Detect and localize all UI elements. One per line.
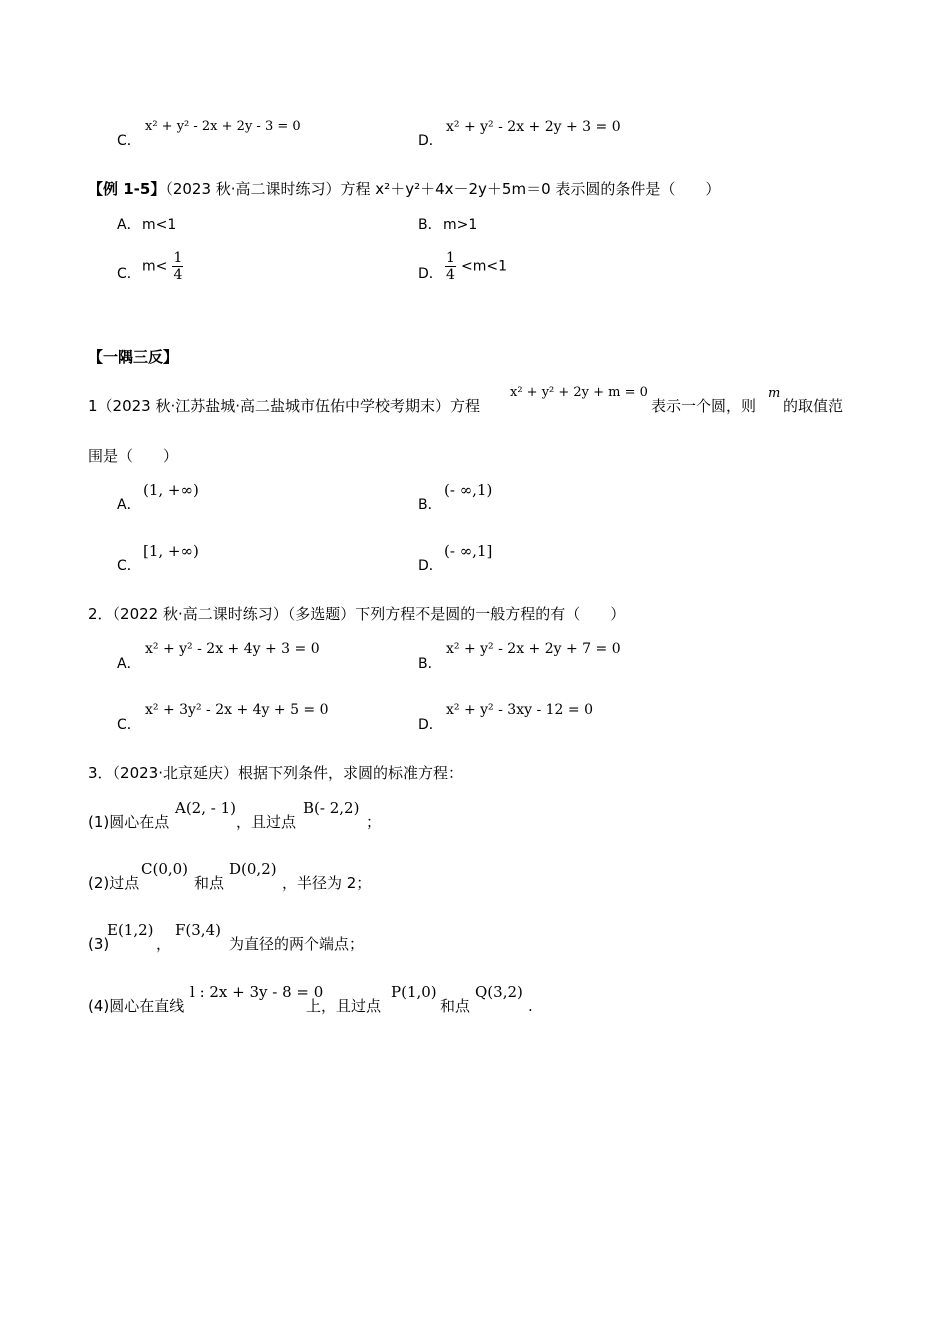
q3-p2-end: ，半径为 2； xyxy=(282,874,372,892)
q3-p3-end: 为直径的两个端点； xyxy=(229,935,365,953)
option-c-prefix: m< xyxy=(142,258,168,275)
option-label: D． xyxy=(418,133,443,149)
option-label: A． xyxy=(117,217,141,233)
q3-point-b: B(- 2,2) xyxy=(303,799,360,817)
option-label: C． xyxy=(117,266,141,282)
q1-mid: 表示一个圆，则 xyxy=(651,397,757,415)
math-expression: x² + y² - 2x + 2y - 3 = 0 xyxy=(145,119,301,134)
option-label: B． xyxy=(418,656,442,672)
example-text: （2023 秋·高二课时练习）方程 x²＋y²＋4x－2y＋5m＝0 表示圆的条件是（ ） xyxy=(165,180,721,198)
q3-p4-mid: 上，且过点 xyxy=(306,997,382,1015)
q3-p1-end: ； xyxy=(366,813,382,831)
q1-equation: x² + y² + 2y + m = 0 xyxy=(510,385,648,400)
q3-p4-prefix: (4)圆心在直线 xyxy=(88,997,185,1015)
q3-point-c: C(0,0) xyxy=(141,860,189,878)
option-c-content xyxy=(142,250,183,283)
q3-point-e: E(1,2) xyxy=(107,921,154,939)
q3-p1-prefix: (1)圆心在点 xyxy=(88,813,170,831)
option-label: A． xyxy=(117,497,141,513)
q3-p1-mid: ，且过点 xyxy=(236,813,297,831)
q2-option-a: x² + y² - 2x + 4y + 3 = 0 xyxy=(145,641,320,657)
option-label: D． xyxy=(418,717,443,733)
option-label: C． xyxy=(117,717,141,733)
q3-line-l: l : 2x + 3y - 8 = 0 xyxy=(190,983,324,1001)
fraction-denominator: 4 xyxy=(173,267,183,283)
q2-option-c: x² + 3y² - 2x + 4y + 5 = 0 xyxy=(145,702,329,718)
q3-point-q: Q(3,2) xyxy=(475,983,523,1001)
q3-p2-mid: 和点 xyxy=(194,874,225,892)
option-label: B． xyxy=(418,497,442,513)
option-label: D． xyxy=(418,266,443,282)
q3-point-f: F(3,4) xyxy=(175,921,221,939)
option-label: D． xyxy=(418,558,443,574)
q1-option-d: (- ∞,1] xyxy=(444,542,493,560)
q3-point-d: D(0,2) xyxy=(229,860,277,878)
section-title: 【一隅三反】 xyxy=(88,348,179,366)
option-label: A． xyxy=(117,656,141,672)
option-a-text: m<1 xyxy=(142,217,177,233)
q3-p2-prefix: (2)过点 xyxy=(88,874,140,892)
fraction xyxy=(172,250,183,283)
option-b-text: m>1 xyxy=(443,217,478,233)
q3-p4-end: . xyxy=(528,997,533,1015)
q2-option-d: x² + y² - 3xy - 12 = 0 xyxy=(446,702,593,718)
q1-variable: m xyxy=(768,386,781,401)
example-1-5-question xyxy=(88,179,720,199)
fraction-denominator: 4 xyxy=(446,267,455,283)
q3-point-p: P(1,0) xyxy=(391,983,437,1001)
q3-text: 3．（2023·北京延庆）根据下列条件，求圆的标准方程： xyxy=(88,764,463,782)
option-label: B． xyxy=(418,217,442,233)
q1-prefix: 1（2023 秋·江苏盐城·高二盐城市伍佑中学校考期末）方程 xyxy=(88,397,481,415)
q1-option-c: [1, +∞) xyxy=(143,542,199,560)
fraction-numerator: 1 xyxy=(173,250,183,266)
q3-p3-prefix: (3) xyxy=(88,935,110,953)
math-expression: x² + y² - 2x + 2y + 3 = 0 xyxy=(446,119,621,135)
q3-point-a: A(2, - 1) xyxy=(175,799,236,817)
fraction xyxy=(445,250,456,283)
q3-p4-mid2: 和点 xyxy=(440,997,471,1015)
q1-suffix: 的取值范 xyxy=(783,397,844,415)
q1-option-a: (1, +∞) xyxy=(143,481,199,499)
q1-option-b: (- ∞,1) xyxy=(444,481,493,499)
option-d-suffix: <m<1 xyxy=(461,258,508,275)
q2-text: 2．（2022 秋·高二课时练习）（多选题）下列方程不是圆的一般方程的有（ ） xyxy=(88,605,626,623)
option-label: C． xyxy=(117,133,141,149)
option-label: C． xyxy=(117,558,141,574)
example-tag: 【例 1-5】 xyxy=(88,180,166,198)
q3-p3-mid: ， xyxy=(156,935,172,953)
q2-option-b: x² + y² - 2x + 2y + 7 = 0 xyxy=(446,641,621,657)
option-d-content xyxy=(445,250,507,283)
q1-line2: 围是（ ） xyxy=(88,447,179,465)
fraction-numerator: 1 xyxy=(446,250,455,266)
